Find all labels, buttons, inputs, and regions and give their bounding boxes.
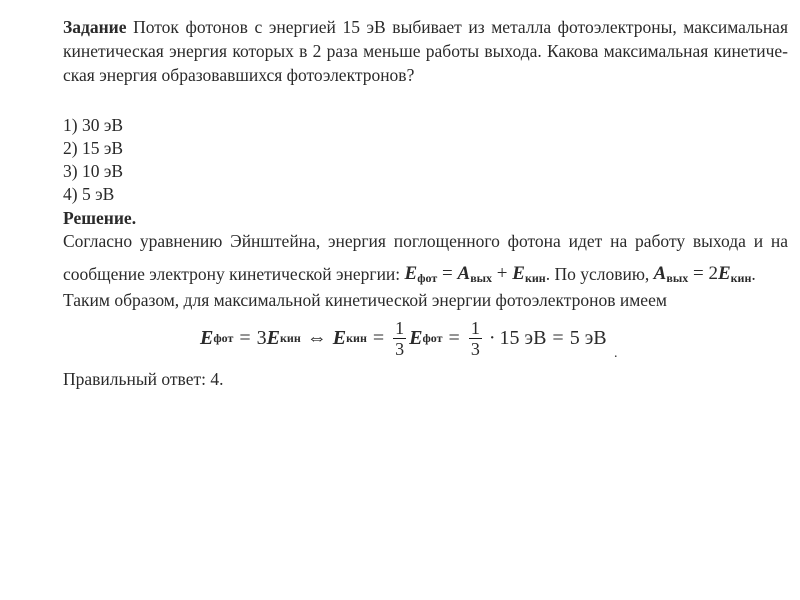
solution-line-2-text: сообщение электрону кинетической энергии: xyxy=(63,264,401,285)
derivation-formula: E фот = 3 E кин ⇔ E кин = $\frac{1}{3}$ E фот = $\frac{1}{3}$ · 15 эВ = 5 эВ xyxy=(200,317,607,359)
value-15-ev: 15 эВ xyxy=(499,326,547,349)
task-line-1 xyxy=(63,16,788,39)
option-3: 3) 10 эВ xyxy=(63,161,124,181)
task-label: Задание xyxy=(63,17,127,37)
condition-formula: $A_{вых} = 2E_{кин}$ xyxy=(653,263,752,285)
solution-line-2: сообщение электрону кинетической энергии: $E_{фот} = A_{вых} + E_{кин}$. По условию, $A_{вых} = 2E_{кин}$. xyxy=(63,260,788,288)
solution-line-1: Согласно уравнению Эйнштейна, энергия поглощенного фотона идет на работу выхода и на xyxy=(63,231,788,251)
solution-heading: Решение. xyxy=(63,208,137,228)
task-line-2: кинетическая энергия которых в 2 раза меньше работы выхода. Какова максимальная кинетиче- xyxy=(63,41,788,61)
value-5-ev: 5 эВ xyxy=(569,326,607,349)
option-4: 4) 5 эВ xyxy=(63,184,115,204)
solution-line-2-cond: . По условию, xyxy=(545,264,650,285)
task-line-3: ская энергия образовавшихся фотоэлектронов? xyxy=(63,65,415,85)
einstein-formula: $E_{фот} = A_{вых} + E_{кин}$ xyxy=(404,263,546,285)
option-1: 1) 30 эВ xyxy=(63,115,124,135)
solution-line-3: Таким образом, для максимальной кинетической энергии фотоэлектронов имеем xyxy=(63,290,667,310)
fraction-one-third-a: $\frac{1}{3}$ xyxy=(395,317,405,359)
fraction-one-third-b: $\frac{1}{3}$ xyxy=(470,317,480,359)
correct-answer: Правильный ответ: 4. xyxy=(63,369,224,389)
trailing-dot: . xyxy=(614,346,618,361)
option-2: 2) 15 эВ xyxy=(63,138,124,158)
task-text-1: Поток фотонов с энергией 15 эВ выбивает из металла фотоэлектроны, максимальная xyxy=(133,17,788,37)
equivalence-icon: ⇔ xyxy=(306,326,327,349)
